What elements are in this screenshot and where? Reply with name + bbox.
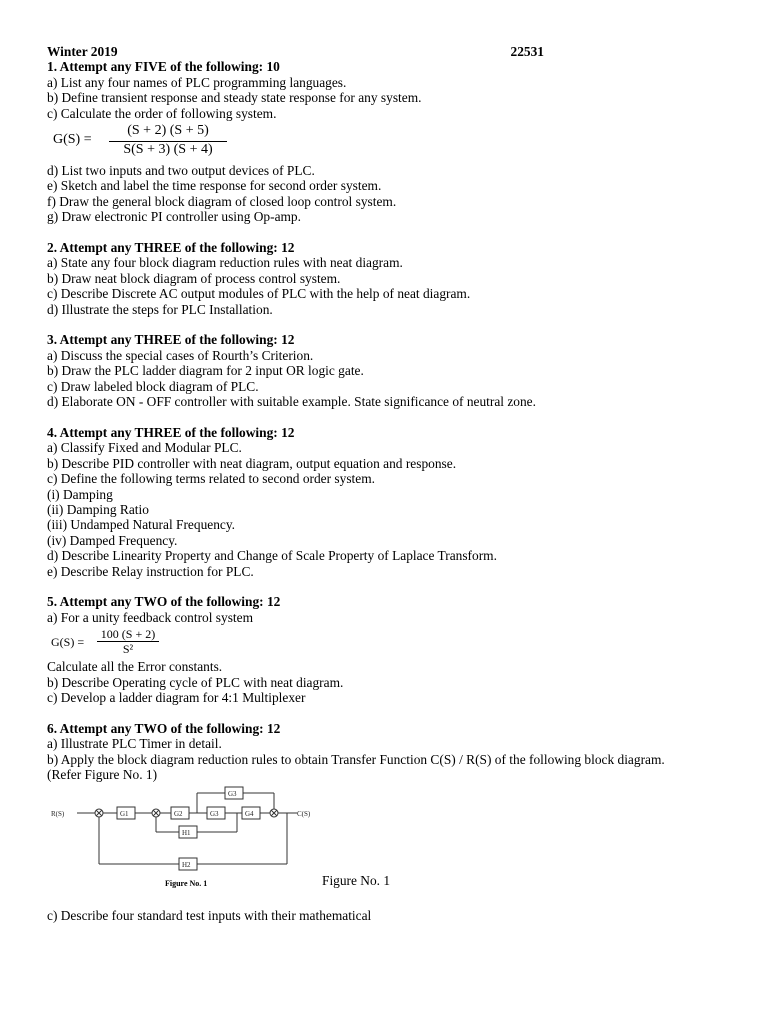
q3-c: c) Draw labeled block diagram of PLC. [47, 378, 259, 394]
q5-calc: Calculate all the Error constants. [47, 659, 223, 675]
q4-c-ii: (ii) Damping Ratio [47, 501, 149, 517]
q1-a: a) List any four names of PLC programming languages. [47, 74, 347, 90]
figure-small-caption: Figure No. 1 [165, 879, 208, 889]
q6-b: b) Apply the block diagram reduction rules to obtain Transfer Function C(S) / R(S) of the following block diagram. [47, 751, 665, 767]
q4-d: d) Describe Linearity Property and Change of Scale Property of Laplace Transform. [47, 548, 497, 564]
q5-c: c) Develop a ladder diagram for 4:1 Multiplexer [47, 689, 306, 705]
q4-c-iv: (iv) Damped Frequency. [47, 532, 178, 548]
q4-a: a) Classify Fixed and Modular PLC. [47, 440, 242, 456]
q5-eq-den: S² [122, 642, 134, 657]
q1-eq-num: (S + 2) (S + 5) [127, 123, 209, 139]
block-g2-label: G2 [174, 810, 183, 819]
figure-caption: Figure No. 1 [322, 873, 391, 889]
q4-e: e) Describe Relay instruction for PLC. [47, 563, 254, 579]
block-h2-label: H2 [182, 861, 191, 870]
q1-heading: 1. Attempt any FIVE of the following: 10 [47, 59, 280, 75]
q1-f: f) Draw the general block diagram of closed loop control system. [47, 193, 397, 209]
q1-b: b) Define transient response and steady state response for any system. [47, 90, 422, 106]
block-diagram [47, 786, 317, 890]
block-g3-label: G3 [210, 810, 219, 819]
q6-c: c) Describe four standard test inputs with their mathematical [47, 907, 372, 923]
block-h1-label: H1 [182, 829, 191, 838]
block-g3-top-label: G3 [228, 790, 237, 799]
q3-a: a) Discuss the special cases of Rourth’s Criterion. [47, 347, 314, 363]
paper-code: 22531 [510, 44, 544, 59]
q3-b: b) Draw the PLC ladder diagram for 2 input OR logic gate. [47, 363, 364, 379]
q2-d: d) Illustrate the steps for PLC Installation. [47, 301, 273, 317]
q6-heading: 6. Attempt any TWO of the following: 12 [47, 720, 281, 736]
exam-paper [47, 44, 727, 923]
q1-c: c) Calculate the order of following system. [47, 105, 277, 121]
q4-c-i: (i) Damping [47, 486, 113, 502]
q2-a: a) State any four block diagram reduction rules with neat diagram. [47, 255, 403, 271]
figure-1 [47, 786, 727, 890]
q5-a: a) For a unity feedback control system [47, 609, 254, 625]
q4-c-iii: (iii) Undamped Natural Frequency. [47, 517, 236, 533]
q3-heading: 3. Attempt any THREE of the following: 12 [47, 332, 295, 348]
q1-eq-den: S(S + 3) (S + 4) [123, 142, 213, 158]
q1-eq-lhs: G(S) = [53, 132, 92, 148]
q2-c: c) Describe Discrete AC output modules of PLC with the help of neat diagram. [47, 286, 471, 302]
q2-heading: 2. Attempt any THREE of the following: 12 [47, 240, 295, 256]
q5-eq-num: 100 (S + 2) [100, 627, 156, 642]
block-g4-label: G4 [245, 810, 254, 819]
q1-g: g) Draw electronic PI controller using Op-amp. [47, 209, 301, 225]
output-label: C(S) [297, 810, 311, 819]
paper-title: Winter 2019 [47, 44, 118, 59]
input-label: R(S) [51, 810, 65, 819]
q5-b: b) Describe Operating cycle of PLC with neat diagram. [47, 674, 344, 690]
q1-equation [53, 123, 727, 160]
q6-a: a) Illustrate PLC Timer in detail. [47, 736, 222, 752]
q1-d: d) List two inputs and two output devices of PLC. [47, 163, 315, 179]
q6-refer: (Refer Figure No. 1) [47, 766, 158, 782]
q5-eq-lhs: G(S) = [51, 635, 85, 650]
q4-b: b) Describe PID controller with neat diagram, output equation and response. [47, 455, 457, 471]
q2-b: b) Draw neat block diagram of process control system. [47, 270, 341, 286]
q1-e: e) Sketch and label the time response for second order system. [47, 178, 382, 194]
paper-header [47, 44, 544, 59]
block-g1-label: G1 [120, 810, 129, 819]
q3-d: d) Elaborate ON - OFF controller with suitable example. State significance of neutral zone. [47, 394, 536, 410]
q4-heading: 4. Attempt any THREE of the following: 12 [47, 424, 295, 440]
q5-equation [51, 627, 727, 657]
q5-heading: 5. Attempt any TWO of the following: 12 [47, 594, 281, 610]
q4-c: c) Define the following terms related to second order system. [47, 471, 375, 487]
